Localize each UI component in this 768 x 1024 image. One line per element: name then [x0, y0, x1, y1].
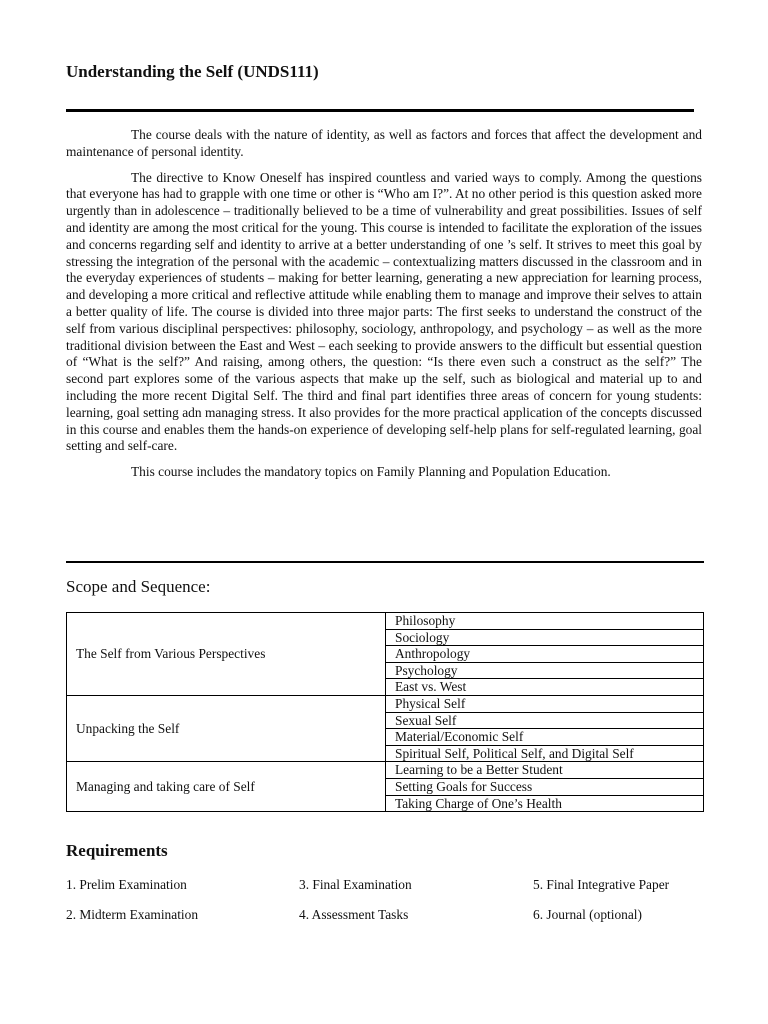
- scope-heading: Scope and Sequence:: [66, 577, 211, 596]
- scope-group-name: The Self from Various Perspectives: [67, 613, 386, 696]
- title-divider: [66, 109, 694, 112]
- scope-topic: Taking Charge of One’s Health: [386, 795, 704, 812]
- scope-group-name: Managing and taking care of Self: [67, 762, 386, 812]
- scope-topic: Setting Goals for Success: [386, 778, 704, 795]
- table-row: [67, 613, 704, 630]
- scope-topic: Spiritual Self, Political Self, and Digital Self: [386, 745, 704, 762]
- requirement-item: 3. Final Examination: [299, 877, 412, 892]
- requirements-heading: Requirements: [66, 841, 168, 860]
- requirement-item: 1. Prelim Examination: [66, 877, 187, 892]
- requirement-item: 6. Journal (optional): [533, 907, 642, 922]
- scope-topic: Sociology: [386, 629, 704, 646]
- scope-topic: Material/Economic Self: [386, 729, 704, 746]
- document-title: Understanding the Self (UNDS111): [66, 62, 319, 81]
- requirement-item: 5. Final Integrative Paper: [533, 877, 670, 892]
- scope-group-name: Unpacking the Self: [67, 695, 386, 761]
- scope-topic: Psychology: [386, 662, 704, 679]
- table-row: [67, 695, 704, 712]
- scope-topic: Learning to be a Better Student: [386, 762, 704, 779]
- scope-table: [66, 612, 704, 812]
- description-paragraph: The directive to Know Oneself has inspired countless and varied ways to comply. Among the questions that everyone has had to grapple with one time or other is “Who am I?”. At no other period is this question asked more urgently than in adolescence – traditionally believed to be a time of vulnerability and great possibilities. Issues of self and identity are among the most critical for the young. This course is intended to facilitate the exploration of the issues and concerns regarding self and identity to arrive at a better understanding of one ’s self. It strives to meet this goal by stressing the integration of the personal with the academic – contextualizing matters discussed in the classroom and in the everyday experiences of students – making for better learning, generating a new appreciation for learning process, and developing a more critical and reflective attitude while enabling them to manage and improve their selves to attain a better quality of life. The course is divided into three major parts: The first seeks to understand the construct of the self from various disciplinal perspectives: philosophy, sociology, anthropology, and psychology – as well as the more traditional division between the East and West – each seeking to provide answers to the difficult but essential question of “What is the self?” And raising, among others, the question: “Is there even such a construct as the self?” The second part explores some of the various aspects that make up the self, such as biological and material up to and including the more recent Digital Self. The third and final part identifies three areas of concern for young students: learning, goal setting adn managing stress. It also provides for the more practical application of the concepts discussed in this course and enables them the hands-on experience of developing self-help plans for self-regulated learning, goal setting and self-care.: [66, 169, 703, 454]
- scope-topic: Sexual Self: [386, 712, 704, 729]
- section-divider: [66, 561, 704, 563]
- scope-topic: Anthropology: [386, 646, 704, 663]
- scope-topic: East vs. West: [386, 679, 704, 696]
- table-row: [67, 762, 704, 779]
- requirement-item: 4. Assessment Tasks: [299, 907, 409, 922]
- course-description: [66, 127, 702, 490]
- scope-topic: Philosophy: [386, 613, 704, 630]
- requirement-item: 2. Midterm Examination: [66, 907, 199, 922]
- description-paragraph: The course deals with the nature of identity, as well as factors and forces that affect the development and maintenance of personal identity.: [66, 127, 702, 159]
- description-paragraph: This course includes the mandatory topics on Family Planning and Population Education.: [131, 464, 611, 480]
- scope-topic: Physical Self: [386, 695, 704, 712]
